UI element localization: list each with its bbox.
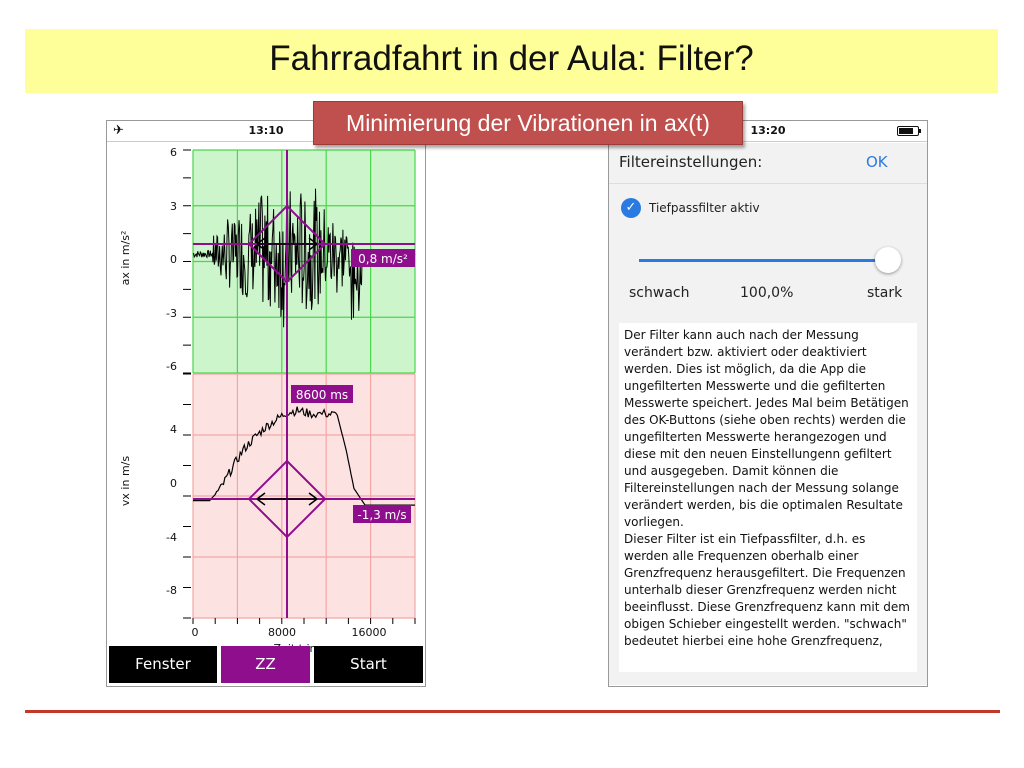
vx-cursor-value: -1,3 m/s: [357, 508, 407, 522]
airplane-icon: ✈: [113, 123, 124, 138]
settings-body: [609, 184, 927, 685]
ax-cursor-value: 0,8 m/s²: [358, 252, 408, 266]
status-time: 13:20: [750, 124, 786, 137]
tick-label-x-16000: 16000: [351, 626, 387, 639]
battery-icon: [897, 126, 919, 136]
zz-button[interactable]: ZZ: [221, 646, 310, 683]
slide-title: Fahrradfahrt in der Aula: Filter?: [269, 39, 754, 78]
filter-description[interactable]: [619, 323, 917, 672]
checkmark-icon: ✓: [625, 200, 637, 215]
x-axis-label: in: [306, 642, 317, 655]
tick-label-vx-m4: -4: [166, 531, 177, 544]
callout-box: Minimierung der Vibrationen in ax(t): [313, 101, 743, 145]
tick-label-x-0: 0: [191, 626, 199, 639]
tick-label-vx-0: 0: [170, 477, 177, 490]
filter-slider-track[interactable]: [639, 259, 881, 262]
graph-area[interactable]: [107, 143, 425, 655]
filter-settings-screen: [608, 120, 928, 687]
slider-value: 100,0%: [740, 285, 794, 301]
tick-label-vx-m8: -8: [166, 584, 177, 597]
tick-label-ax-m6: -6: [166, 360, 177, 373]
filter-description-text: Der Filter kann auch nach der Messung verändert bzw. aktiviert oder deaktiviert werden. Dies ist möglich, da die App die ungefilterten Messwerte und die gefilterten Messwerte speichert. Jedes Mal beim Betätigen des OK-Buttons (siehe oben rechts) werden die ungefilterten Messwerte herangezogen und diese mit den neuen Einstellungenn gefiltert und ausgegeben. Damit können die Filtereinstellungen nach der Messung solange verändert werden, bis die optimalen Resultate vorliegen. Dieser Filter ist ein Tiefpassfilter, d.h. es werden alle Frequenzen oberhalb einer Grenzfrequenz herausgefiltert. Die Frequenzen unterhalb dieser Grenzfrequenz werden nicht beeinflusst. Diese Grenzfrequenz kann mit dem obigen Schieber eingestellt werden. "schwach" bedeutet hierbei eine hohe Grenzfrequenz,: [624, 328, 910, 648]
button-bar: [107, 646, 425, 685]
tick-label-ax-0: 0: [170, 253, 177, 266]
fenster-button[interactable]: Fenster: [109, 646, 217, 683]
filter-slider-thumb[interactable]: [875, 247, 901, 273]
tick-label-ax-3: 3: [170, 200, 177, 213]
graph-phone-screen: [106, 120, 426, 687]
settings-title: Filtereinstellungen:: [619, 153, 763, 171]
ok-button[interactable]: OK: [866, 153, 888, 171]
start-button[interactable]: Start: [314, 646, 423, 683]
tick-label-x-8000: 8000: [268, 626, 296, 639]
y-label-vx: vx in m/s: [119, 455, 132, 507]
tick-label-vx-4: 4: [170, 423, 177, 436]
title-band: [25, 29, 998, 93]
y-label-ax: ax in m/s²: [119, 230, 132, 286]
lowpass-checkbox-label: Tiefpassfilter aktiv: [649, 201, 760, 215]
slider-label-strong: stark: [867, 285, 903, 301]
bottom-rule: [25, 710, 1000, 713]
tick-label-ax-6: 6: [170, 146, 177, 159]
lowpass-checkbox[interactable]: [621, 198, 641, 218]
settings-header: [609, 143, 927, 184]
time-cursor-value: 8600 ms: [295, 388, 349, 402]
status-time: 13:10: [248, 124, 284, 137]
slider-label-weak: schwach: [629, 285, 690, 301]
tick-label-ax-m3: -3: [166, 307, 177, 320]
